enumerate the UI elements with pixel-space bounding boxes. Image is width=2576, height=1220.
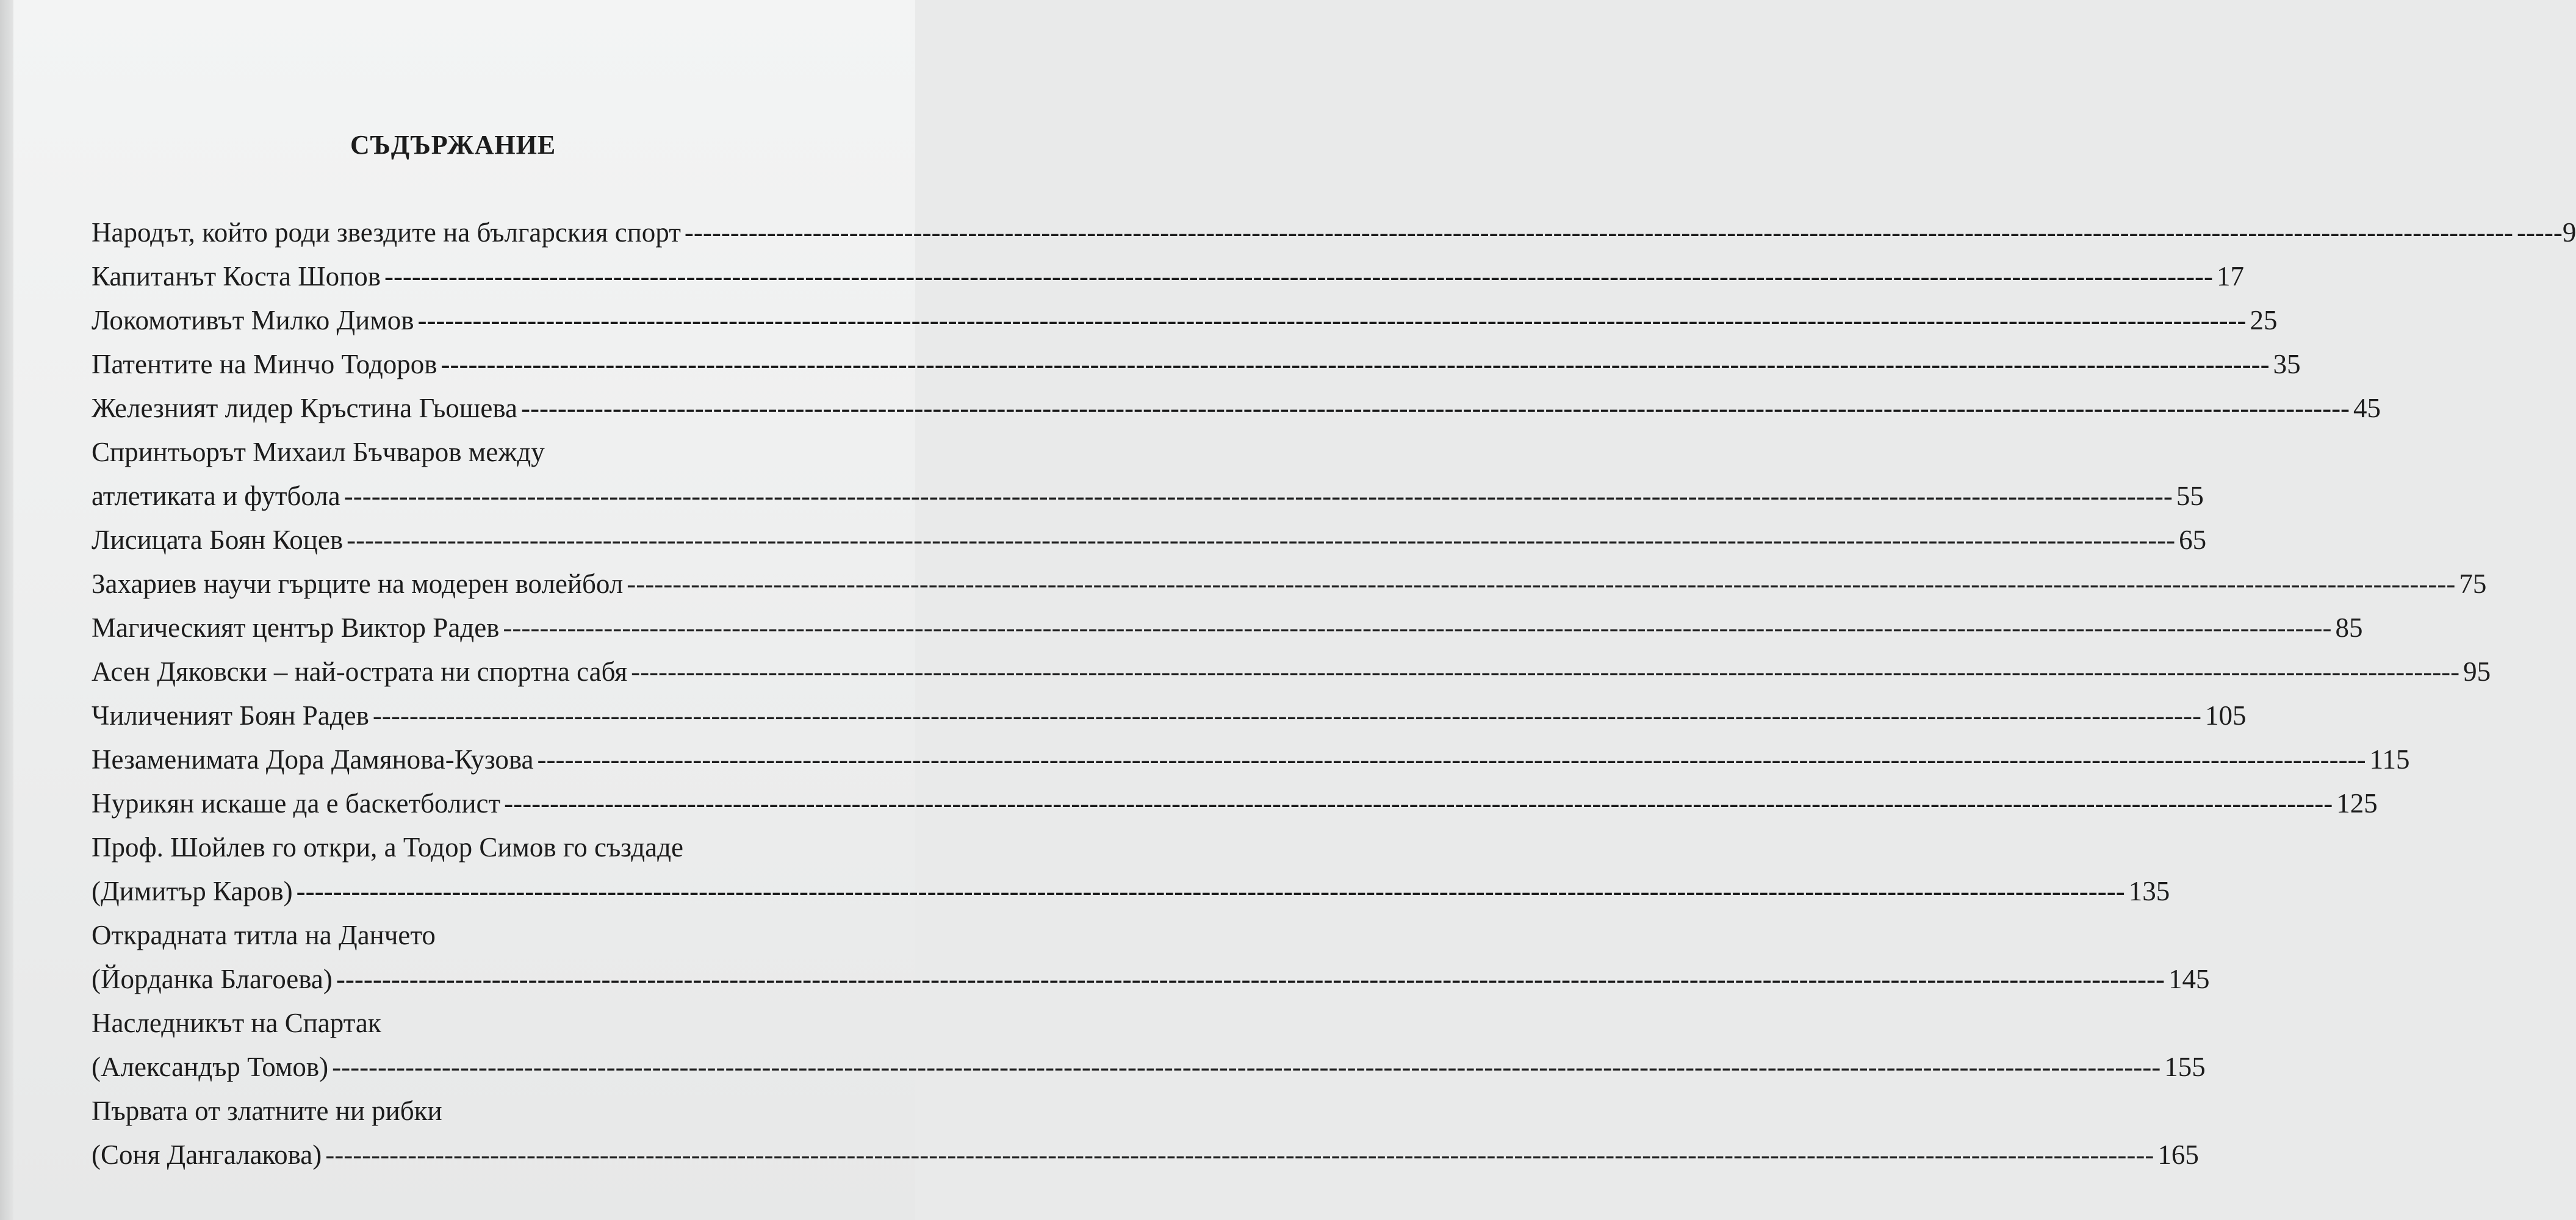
toc-entry-title: Лисицата Боян Коцев <box>92 525 344 555</box>
dot-leader: -------------------------------------------------------------------------------------------------------------------------------------------------------------------------------------------------------- <box>520 393 2350 423</box>
dot-leader: -------------------------------------------------------------------------------------------------------------------------------------------------------------------------------------------------------- <box>537 744 2366 775</box>
dot-leader: -------------------------------------------------------------------------------------------------------------------------------------------------------------------------------------------------------- <box>631 656 2460 687</box>
toc-entry-title: Проф. Шойлев го откри, а Тодор Симов го създаде <box>92 832 683 863</box>
toc-page-number: 155 <box>2164 1052 2206 1082</box>
toc-entry <box>92 210 2576 254</box>
toc-entry-title: Първата от златните ни рибки <box>92 1096 442 1126</box>
toc-entry-title: Нурикян искаше да е баскетболист <box>92 788 501 819</box>
toc-page-number: 17 <box>2217 261 2245 292</box>
toc-entry <box>92 781 2378 825</box>
toc-entry <box>92 386 2381 430</box>
dot-leader: -------------------------------------------------------------------------------------------------------------------------------------------------------------------------------------------------------- <box>684 217 2513 248</box>
toc-page-number: 25 <box>2250 305 2278 336</box>
toc-entry-title: Спринтьорът Михаил Бъчваров между <box>92 437 545 467</box>
dot-leader: -------------------------------------------------------------------------------------------------------------------------------------------------------------------------------------------------------- <box>372 700 2201 731</box>
toc-page-number: 125 <box>2336 788 2378 819</box>
dot-leader: -------------------------------------------------------------------------------------------------------------------------------------------------------------------------------------------------------- <box>344 481 2173 511</box>
dot-leader: -------------------------------------------------------------------------------------------------------------------------------------------------------------------------------------------------------- <box>417 305 2247 336</box>
dot-leader: -------------------------------------------------------------------------------------------------------------------------------------------------------------------------------------------------------- <box>325 1139 2154 1170</box>
dot-leader: -------------------------------------------------------------------------------------------------------------------------------------------------------------------------------------------------------- <box>504 788 2333 819</box>
toc-entry <box>92 825 2170 913</box>
toc-page-number: 105 <box>2204 700 2247 731</box>
toc-entry-title: Локомотивът Милко Димов <box>92 305 414 336</box>
toc-entry <box>92 562 2487 606</box>
toc-page-number: 75 <box>2459 569 2487 599</box>
toc-page-number: 135 <box>2128 876 2170 906</box>
toc-page-number: 55 <box>2176 481 2204 511</box>
toc-entry-title: Капитанът Коста Шопов <box>92 261 381 292</box>
toc-entry-title: Чиличеният Боян Радев <box>92 700 369 731</box>
toc-entry <box>92 650 2491 694</box>
toc-page-number: 165 <box>2157 1139 2199 1170</box>
page-title: СЪДЪРЖАНИЕ <box>350 130 556 160</box>
toc-entry <box>92 913 2210 1001</box>
toc-entry <box>92 737 2410 781</box>
dot-leader: -------------------------------------------------------------------------------------------------------------------------------------------------------------------------------------------------------- <box>441 349 2270 379</box>
toc-entry-title: Открадната титла на Данчето <box>92 920 436 950</box>
toc-entry <box>92 254 2245 298</box>
toc-entry-title: Железният лидер Кръстина Гьошева <box>92 393 517 423</box>
toc-entry <box>92 1089 2199 1177</box>
toc-entry <box>92 694 2247 737</box>
toc-entry <box>92 342 2301 386</box>
toc-entry-title: Народът, който роди звездите на българския спорт <box>92 217 681 248</box>
toc-entry-title: Магическият център Виктор Радев <box>92 612 500 643</box>
dot-leader: -------------------------------------------------------------------------------------------------------------------------------------------------------------------------------------------------------- <box>347 525 2176 555</box>
toc-page-number: -----9 <box>2516 217 2576 248</box>
toc-page-number: 45 <box>2353 393 2381 423</box>
toc-entry-title: (Соня Дангалакова) <box>92 1139 322 1170</box>
toc-page-number: 65 <box>2179 525 2207 555</box>
dot-leader: -------------------------------------------------------------------------------------------------------------------------------------------------------------------------------------------------------- <box>384 261 2214 292</box>
dot-leader: -------------------------------------------------------------------------------------------------------------------------------------------------------------------------------------------------------- <box>332 1052 2161 1082</box>
toc-entry-title: Захариев научи гърците на модерен волейбол <box>92 569 624 599</box>
book-spine-edge <box>0 0 13 1220</box>
toc-entry-title: Наследникът на Спартак <box>92 1008 381 1038</box>
toc-entry-title: (Йорданка Благоева) <box>92 964 333 994</box>
dot-leader: -------------------------------------------------------------------------------------------------------------------------------------------------------------------------------------------------------- <box>627 569 2456 599</box>
toc-entry-title: атлетиката и футбола <box>92 481 340 511</box>
toc-entry <box>92 1001 2206 1089</box>
dot-leader: -------------------------------------------------------------------------------------------------------------------------------------------------------------------------------------------------------- <box>336 964 2165 994</box>
table-of-contents <box>92 210 2576 1177</box>
toc-entry-title: (Димитър Каров) <box>92 876 293 906</box>
toc-page-number: 85 <box>2335 612 2363 643</box>
toc-entry-title: Патентите на Минчо Тодоров <box>92 349 437 379</box>
toc-entry-title: Незаменимата Дора Дамянова-Кузова <box>92 744 534 775</box>
toc-entry <box>92 430 2204 518</box>
dot-leader: -------------------------------------------------------------------------------------------------------------------------------------------------------------------------------------------------------- <box>296 876 2125 906</box>
toc-page-number: 35 <box>2273 349 2301 379</box>
toc-page-number: 145 <box>2168 964 2210 994</box>
dot-leader: -------------------------------------------------------------------------------------------------------------------------------------------------------------------------------------------------------- <box>503 612 2332 643</box>
toc-page-number: 95 <box>2463 656 2491 687</box>
toc-entry <box>92 298 2278 342</box>
toc-entry-title: Асен Дяковски – най-острата ни спортна сабя <box>92 656 628 687</box>
toc-page-number: 115 <box>2369 744 2410 775</box>
toc-entry <box>92 518 2207 562</box>
toc-entry-title: (Александър Томов) <box>92 1052 329 1082</box>
toc-entry <box>92 606 2363 650</box>
